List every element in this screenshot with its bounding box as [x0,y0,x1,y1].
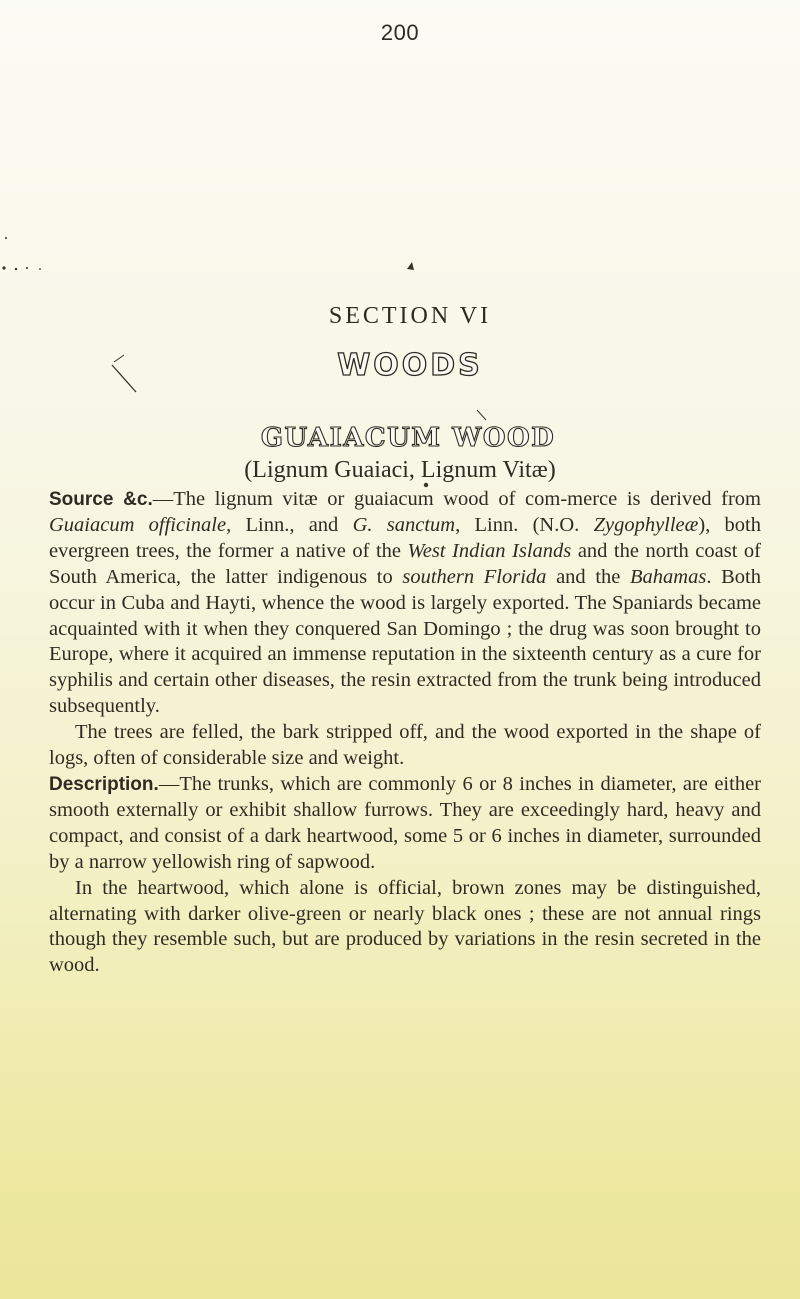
place-name: Bahamas [630,565,707,588]
woods-heading: WOODS [337,348,483,383]
text: , Linn. (N.O. [455,513,594,536]
text: The lignum vitæ or guaiacum wood of com-merce is derived from [173,488,761,510]
species-name: Guaiacum officinale [49,513,227,536]
paragraph-source [49,487,761,720]
paragraph-description [49,772,761,876]
order-name: Zygophylleæ [593,513,699,536]
paragraph-heartwood: In the heartwood, which alone is official, brown zones may be distinguished, alternating with darker olive-green or nearly black ones ; these are not annual rings though they resemble such, but are produced by variations in the resin secreted in the wood. [49,876,761,977]
article-title: GUAIACUM WOOD [260,423,556,453]
dash: — [158,772,180,795]
margin-dots [2,237,40,270]
text: ), both evergreen trees, the former a native of the [49,513,761,562]
place-name: West Indian Islands [407,539,572,562]
pen-stroke-right [477,410,486,420]
text: and the north coast of South America, the latter indigenous to [49,539,761,588]
article-subtitle: (Lignum Guaiaci, Lignum Vitæ) [244,457,556,483]
page-number: 200 [380,20,420,45]
text: and the [546,565,631,588]
paragraph-felled: The trees are felled, the bark stripped off, and the wood exported in the shape of logs, often of considerable size and weight. [49,721,761,770]
dash: — [152,488,174,510]
text: The trunks, which are commonly 6 or 8 inches in diameter, are either smooth externally or exhibit shallow furrows. They are exceedingly hard, heavy and compact, and consist of a dark heartwood, some 5 or 6 inches in diameter, surrounded by a narrow yellowish ring of sapwood. [49,772,761,873]
species-name: G. sanctum [352,513,456,536]
place-name: southern Florida [402,565,547,588]
text: . Both occur in Cuba and Hayti, whence the wood is largely exported. The Spaniards became acquainted with it when they conquered San Domingo ; the drug was soon brought to Europe, where it acquired an immense reputation in the sixteenth century as a cure for syphilis and certain other diseases, the resin extracted from the trunk being introduced subsequently. [49,565,761,718]
caret-mark [407,262,414,270]
body-text [49,487,761,979]
run-in-heading-description: Description. [49,773,159,795]
section-heading: SECTION VI [328,303,492,329]
run-in-heading-source: Source &c. [49,489,153,510]
text: , Linn., and [226,513,353,536]
